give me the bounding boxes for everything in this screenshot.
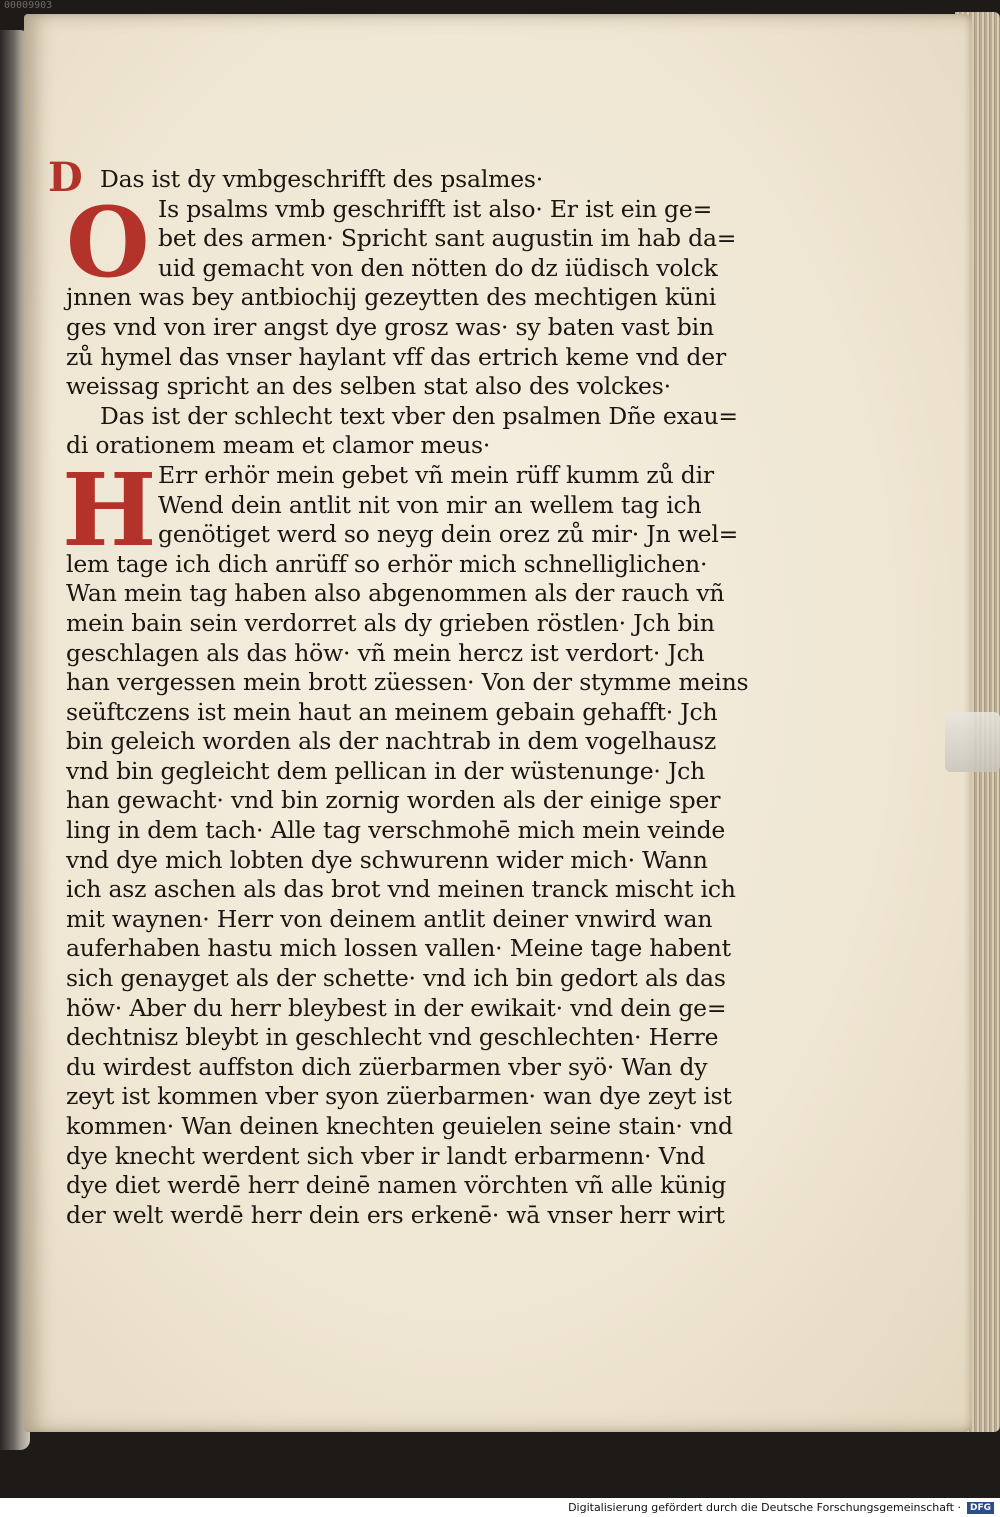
text-line: genötiget werd so neyg dein orez zů mir· Jn wel= — [158, 520, 739, 549]
text-line: kommen· Wan deinen knechten geuielen seine stain· vnd — [66, 1112, 733, 1140]
footer-bar — [0, 1498, 1000, 1517]
scan-id: 00009903 — [4, 0, 53, 11]
text-line: dechtnisz bleybt in geschlecht vnd geschlechten· Herre — [66, 1023, 719, 1052]
text-line: dye knecht werdent sich vber ir landt erbarmenn· Vnd — [66, 1141, 706, 1170]
text-line: han vergessen mein brott züessen· Von der stymme meins — [66, 668, 749, 697]
text-line: ling in dem tach· Alle tag verschmohē mich mein veinde — [66, 816, 726, 845]
text-line: Das ist der schlecht text vber den psalmen Dñe exau= — [100, 401, 738, 430]
dfg-logo: DFG — [967, 1502, 994, 1514]
text-line: zeyt ist kommen vber syon züerbarmen· wan dye zeyt ist — [66, 1082, 732, 1111]
red-initial-h: H — [62, 451, 157, 569]
footer-credit: Digitalisierung gefördert durch die Deutsche Forschungsgemeinschaft · — [568, 1501, 961, 1514]
red-flourish-initial: D — [48, 154, 83, 201]
text-line: Err erhör mein gebet vñ mein rüff kumm zů dir — [158, 460, 714, 489]
text-line: höw· Aber du herr bleybest in der ewikait· vnd dein ge= — [66, 993, 727, 1022]
text-line: bet des armen· Spricht sant augustin im hab da= — [158, 224, 737, 253]
text-line: der welt werdē herr dein ers erkenē· wā vnser herr wirt — [66, 1200, 725, 1229]
text-line: zů hymel das vnser haylant vff das ertrich keme vnd der — [66, 342, 726, 371]
text-line: di orationem meam et clamor meus· — [66, 431, 491, 460]
text-line: vnd dye mich lobten dye schwurenn wider mich· Wann — [66, 845, 708, 874]
text-line: auferhaben hastu mich lossen vallen· Meine tage habent — [66, 934, 731, 963]
text-line: uid gemacht von den nötten do dz iüdisch volck — [158, 253, 718, 282]
text-line: Is psalms vmb geschrifft ist also· Er ist ein ge= — [158, 194, 713, 223]
text-line: vnd bin gegleicht dem pellican in der wüstenunge· Jch — [66, 756, 706, 785]
bookmark-tab — [945, 712, 1000, 772]
page-text — [66, 165, 749, 1230]
text-line: Wend dein antlit nit von mir an wellem tag ich — [158, 490, 702, 519]
text-line: Wan mein tag haben also abgenommen als der rauch vñ — [66, 579, 725, 608]
text-line: ich asz aschen als das brot vnd meinen tranck mischt ich — [66, 875, 736, 904]
text-line: du wirdest auffston dich züerbarmen vber syö· Wan dy — [66, 1052, 708, 1081]
text-line: seüftczens ist mein haut an meinem gebain gehafft· Jch — [66, 697, 718, 726]
red-initial-o: O — [66, 186, 150, 299]
text-line: geschlagen als das höw· vñ mein hercz ist verdort· Jch — [66, 638, 705, 667]
text-line: ges vnd von irer angst dye grosz was· sy baten vast bin — [66, 312, 714, 341]
text-line: sich genayget als der schette· vnd ich bin gedort als das — [66, 964, 726, 993]
text-line: jnnen was bey antbiochij gezeytten des mechtigen küni — [66, 283, 717, 312]
text-line: mit waynen· Herr von deinem antlit deiner vnwird wan — [66, 904, 713, 933]
text-line: bin geleich worden als der nachtrab in dem vogelhausz — [66, 727, 717, 756]
text-line: weissag spricht an des selben stat also des volckes· — [66, 372, 671, 401]
text-line: han gewacht· vnd bin zornig worden als der einige sper — [66, 786, 721, 815]
text-line: lem tage ich dich anrüff so erhör mich schnelliglichen· — [66, 549, 708, 578]
text-line: mein bain sein verdorret als dy grieben röstlen· Jch bin — [66, 608, 715, 637]
text-line: dye diet werdē herr deinē namen vörchten vñ alle künig — [66, 1171, 727, 1200]
heading-line: Das ist dy vmbgeschrifft des psalmes· — [100, 165, 544, 193]
